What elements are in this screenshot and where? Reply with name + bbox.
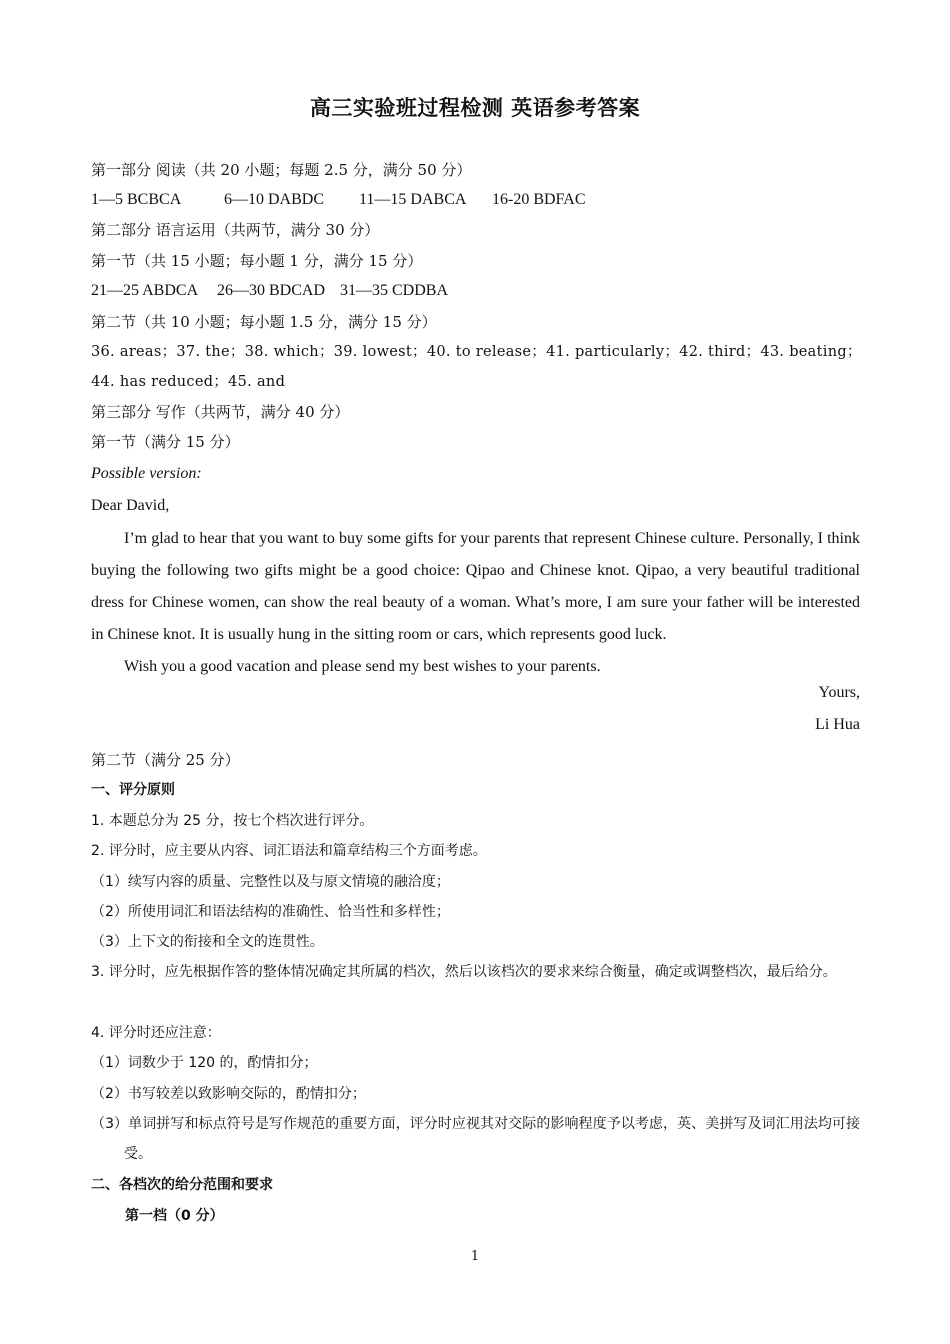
answer-group: 16-20 BDFAC [492, 191, 586, 208]
scoring-item: 2. 评分时，应主要从内容、词汇语法和篇章结构三个方面考虑。 [91, 843, 487, 859]
part1-answers [91, 190, 586, 210]
scoring-subitem: （3）上下文的衔接和全文的连贯性。 [91, 934, 324, 950]
scoring-subitem: （2）书写较差以致影响交际的，酌情扣分； [91, 1086, 366, 1102]
scoring-item: 4. 评分时还应注意： [91, 1025, 221, 1041]
answer-group: 26—30 BDCAD [217, 282, 326, 299]
document-title: 高三实验班过程检测 英语参考答案 [309, 95, 641, 120]
letter-closing-line: Wish you a good vacation and please send my best wishes to your parents. [124, 658, 601, 675]
scoring-item: 1. 本题总分为 25 分，按七个档次进行评分。 [91, 813, 374, 829]
tier-heading: 第一档（0 分） [125, 1208, 224, 1224]
possible-version-label: Possible version: [91, 465, 202, 482]
scoring-subitem: （1）词数少于 120 的，酌情扣分； [91, 1055, 318, 1071]
letter-signature: Li Hua [815, 716, 860, 733]
scoring-subitem: （1）续写内容的质量、完整性以及与原文情境的融洽度； [91, 874, 450, 890]
letter-sign-off: Yours, [818, 684, 860, 701]
part3-section1-heading: 第一节（满分 15 分） [91, 433, 240, 451]
scoring-item: 3. 评分时，应先根据作答的整体情况确定其所属的档次，然后以该档次的要求来综合衡量，确定或调整档次，最后给分。 [91, 964, 837, 980]
score-ranges-heading: 二、各档次的给分范围和要求 [91, 1177, 273, 1193]
part2-section2-answers-line1: 36. areas；37. the；38. which；39. lowest；40. to release；41. particularly；42. third；43. beating； [91, 344, 862, 360]
answer-group: 31—35 CDDBA [340, 282, 449, 299]
letter-salutation: Dear David, [91, 497, 170, 514]
part2-heading: 第二部分 语言运用（共两节，满分 30 分） [91, 221, 380, 239]
scoring-principles-heading: 一、评分原则 [91, 782, 175, 798]
answer-group: 1—5 BCBCA [91, 191, 182, 208]
part2-section2-heading: 第二节（共 10 小题；每小题 1.5 分，满分 15 分） [91, 313, 437, 331]
scoring-subitem: （2）所使用词汇和语法结构的准确性、恰当性和多样性； [91, 904, 450, 920]
part3-section2-heading: 第二节（满分 25 分） [91, 751, 240, 769]
answer-group: 11—15 DABCA [359, 191, 467, 208]
letter-body: I’m glad to hear that you want to buy some gifts for your parents that represent Chinese culture. Personally, I think buying the following two gifts might be a good choice: Qipao and Chinese knot. Qipao, a very beautiful traditional dress for Chinese women, can show the real beauty of a woman. What’s more, I am sure your father will be interested in Chinese knot. It is usually hung in the sitting room or cars, which represents good luck. [91, 530, 860, 643]
part3-heading: 第三部分 写作（共两节，满分 40 分） [91, 403, 350, 421]
answer-group: 21—25 ABDCA [91, 282, 199, 299]
part2-section1-heading: 第一节（共 15 小题；每小题 1 分，满分 15 分） [91, 252, 423, 270]
page-number: 1 [470, 1249, 480, 1264]
answer-group: 6—10 DABDC [224, 191, 325, 208]
part1-heading: 第一部分 阅读（共 20 小题；每题 2.5 分，满分 50 分） [91, 161, 472, 179]
part2-section2-answers-line2: 44. has reduced；45. and [91, 374, 286, 390]
scoring-subitem: （3）单词拼写和标点符号是写作规范的重要方面，评分时应视其对交际的影响程度予以考虑，英、美拼写及词汇用法均可接受。 [91, 1116, 860, 1162]
part2-section1-answers [91, 281, 448, 301]
